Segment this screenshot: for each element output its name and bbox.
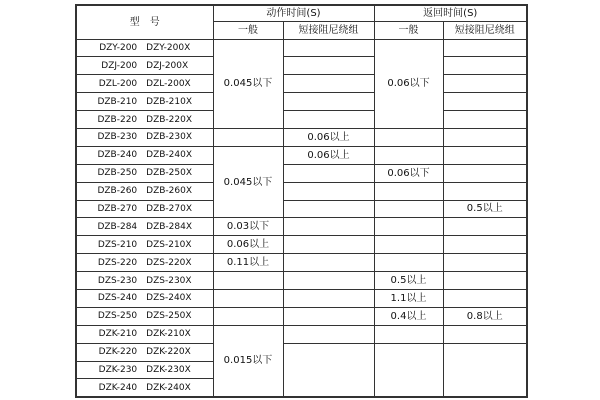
return-damped-cell bbox=[443, 236, 527, 254]
return-damped-cell bbox=[443, 182, 527, 200]
header-action-damped: 短接阻尼绕组 bbox=[283, 21, 374, 39]
header-row-groups bbox=[76, 5, 527, 21]
table-row bbox=[76, 200, 527, 218]
model-name-x: DZK-210X bbox=[146, 329, 191, 340]
spec-table-body bbox=[76, 39, 527, 397]
table-row bbox=[76, 75, 527, 93]
model-name-x: DZK-220X bbox=[146, 347, 191, 358]
action-damped-cell bbox=[283, 272, 374, 290]
return-general-cell: 0.5以上 bbox=[374, 272, 443, 290]
spec-table bbox=[75, 4, 528, 398]
return-damped-cell: 0.5以上 bbox=[443, 200, 527, 218]
model-name-x: DZB-230X bbox=[146, 132, 193, 143]
action-damped-cell bbox=[283, 164, 374, 182]
return-general-cell: 0.06以下 bbox=[374, 39, 443, 128]
model-cell bbox=[76, 307, 213, 325]
return-general-cell bbox=[374, 146, 443, 164]
action-damped-cell bbox=[283, 307, 374, 325]
action-damped-cell bbox=[283, 218, 374, 236]
return-damped-cell bbox=[443, 93, 527, 111]
model-name: DZB-270 bbox=[97, 204, 138, 215]
model-name: DZJ-200 bbox=[101, 60, 138, 71]
return-damped-cell bbox=[443, 75, 527, 93]
table-row bbox=[76, 254, 527, 272]
model-name-x: DZL-200X bbox=[146, 78, 191, 89]
header-return-damped: 短接阻尼绕组 bbox=[443, 21, 527, 39]
model-cell bbox=[76, 200, 213, 218]
model-cell bbox=[76, 75, 213, 93]
return-general-cell bbox=[374, 325, 443, 343]
model-name: DZK-220 bbox=[98, 347, 138, 358]
model-cell bbox=[76, 361, 213, 379]
model-cell bbox=[76, 236, 213, 254]
return-general-cell bbox=[374, 218, 443, 236]
return-damped-cell bbox=[443, 325, 527, 343]
model-cell bbox=[76, 57, 213, 75]
table-row bbox=[76, 218, 527, 236]
return-damped-cell bbox=[443, 111, 527, 129]
return-damped-cell bbox=[443, 343, 527, 397]
return-damped-cell bbox=[443, 128, 527, 146]
model-name-x: DZS-240X bbox=[146, 293, 192, 304]
model-name-x: DZK-240X bbox=[146, 382, 191, 393]
table-row bbox=[76, 182, 527, 200]
model-name-x: DZB-220X bbox=[146, 114, 193, 125]
return-general-cell bbox=[374, 343, 443, 397]
action-general-cell: 0.015以下 bbox=[213, 325, 283, 397]
return-damped-cell bbox=[443, 254, 527, 272]
action-general-cell: 0.11以上 bbox=[213, 254, 283, 272]
model-cell bbox=[76, 146, 213, 164]
table-row bbox=[76, 272, 527, 290]
model-cell bbox=[76, 379, 213, 397]
return-general-cell bbox=[374, 182, 443, 200]
action-damped-cell bbox=[283, 254, 374, 272]
model-name: DZB-260 bbox=[97, 186, 138, 197]
model-cell bbox=[76, 164, 213, 182]
return-damped-cell bbox=[443, 39, 527, 57]
model-name-x: DZB-240X bbox=[146, 150, 193, 161]
model-cell bbox=[76, 93, 213, 111]
model-name-x: DZS-250X bbox=[146, 311, 192, 322]
header-return-time: 返回时间(S) bbox=[374, 5, 527, 21]
action-general-cell: 0.06以上 bbox=[213, 236, 283, 254]
return-general-cell bbox=[374, 128, 443, 146]
model-cell bbox=[76, 272, 213, 290]
model-name: DZB-284 bbox=[97, 221, 138, 232]
model-cell bbox=[76, 325, 213, 343]
model-cell bbox=[76, 218, 213, 236]
action-damped-cell bbox=[283, 236, 374, 254]
model-name: DZS-220 bbox=[97, 257, 138, 268]
action-general-cell bbox=[213, 307, 283, 325]
model-name: DZS-240 bbox=[97, 293, 138, 304]
action-general-cell: 0.03以下 bbox=[213, 218, 283, 236]
header-action-general: 一般 bbox=[213, 21, 283, 39]
action-general-cell: 0.045以下 bbox=[213, 146, 283, 218]
return-damped-cell bbox=[443, 272, 527, 290]
model-name: DZB-250 bbox=[97, 168, 138, 179]
return-general-cell: 0.4以上 bbox=[374, 307, 443, 325]
model-name: DZS-250 bbox=[97, 311, 138, 322]
model-name-x: DZK-230X bbox=[146, 365, 191, 376]
return-general-cell bbox=[374, 254, 443, 272]
action-damped-cell bbox=[283, 75, 374, 93]
model-cell bbox=[76, 343, 213, 361]
table-row bbox=[76, 39, 527, 57]
model-name-x: DZS-210X bbox=[146, 239, 192, 250]
model-cell bbox=[76, 128, 213, 146]
table-row bbox=[76, 111, 527, 129]
model-name-x: DZS-220X bbox=[146, 257, 192, 268]
action-damped-cell bbox=[283, 289, 374, 307]
model-name: DZS-210 bbox=[97, 239, 138, 250]
action-damped-cell bbox=[283, 182, 374, 200]
table-row bbox=[76, 57, 527, 75]
model-name: DZB-230 bbox=[97, 132, 138, 143]
model-name: DZK-240 bbox=[98, 382, 138, 393]
model-cell bbox=[76, 182, 213, 200]
action-general-cell bbox=[213, 289, 283, 307]
action-damped-cell bbox=[283, 343, 374, 397]
return-damped-cell bbox=[443, 164, 527, 182]
model-cell bbox=[76, 111, 213, 129]
table-row bbox=[76, 236, 527, 254]
model-name: DZK-230 bbox=[98, 365, 138, 376]
model-name: DZB-240 bbox=[97, 150, 138, 161]
action-damped-cell bbox=[283, 325, 374, 343]
header-return-general: 一般 bbox=[374, 21, 443, 39]
table-row bbox=[76, 325, 527, 343]
action-general-cell: 0.045以下 bbox=[213, 39, 283, 128]
model-name-x: DZB-210X bbox=[146, 96, 193, 107]
action-damped-cell bbox=[283, 111, 374, 129]
model-name: DZS-230 bbox=[97, 275, 138, 286]
model-name-x: DZS-230X bbox=[146, 275, 192, 286]
action-damped-cell bbox=[283, 39, 374, 57]
table-row bbox=[76, 128, 527, 146]
model-name-x: DZB-270X bbox=[146, 204, 193, 215]
action-damped-cell bbox=[283, 200, 374, 218]
header-model: 型 号 bbox=[76, 5, 213, 39]
model-name: DZB-210 bbox=[97, 96, 138, 107]
return-general-cell: 0.06以下 bbox=[374, 164, 443, 182]
model-name: DZL-200 bbox=[98, 78, 138, 89]
return-damped-cell bbox=[443, 146, 527, 164]
table-row bbox=[76, 289, 527, 307]
model-name: DZB-220 bbox=[97, 114, 138, 125]
return-damped-cell bbox=[443, 218, 527, 236]
model-cell bbox=[76, 254, 213, 272]
model-cell bbox=[76, 39, 213, 57]
model-name-x: DZJ-200X bbox=[146, 60, 189, 71]
table-row bbox=[76, 343, 527, 361]
action-damped-cell bbox=[283, 57, 374, 75]
model-cell bbox=[76, 289, 213, 307]
table-row bbox=[76, 164, 527, 182]
model-name-x: DZY-200X bbox=[146, 43, 191, 53]
return-damped-cell bbox=[443, 57, 527, 75]
action-damped-cell: 0.06以上 bbox=[283, 146, 374, 164]
table-row bbox=[76, 93, 527, 111]
table-row bbox=[76, 146, 527, 164]
header-action-time: 动作时间(S) bbox=[213, 5, 374, 21]
model-name-x: DZB-284X bbox=[146, 221, 193, 232]
model-name-x: DZB-250X bbox=[146, 168, 193, 179]
return-damped-cell: 0.8以上 bbox=[443, 307, 527, 325]
model-name-x: DZB-260X bbox=[146, 186, 193, 197]
table-row bbox=[76, 307, 527, 325]
action-damped-cell: 0.06以上 bbox=[283, 128, 374, 146]
action-general-cell bbox=[213, 128, 283, 146]
action-general-cell bbox=[213, 272, 283, 290]
return-general-cell bbox=[374, 236, 443, 254]
action-damped-cell bbox=[283, 93, 374, 111]
return-general-cell: 1.1以上 bbox=[374, 289, 443, 307]
return-damped-cell bbox=[443, 289, 527, 307]
model-name: DZY-200 bbox=[99, 43, 138, 53]
return-general-cell bbox=[374, 200, 443, 218]
model-name: DZK-210 bbox=[98, 329, 138, 340]
